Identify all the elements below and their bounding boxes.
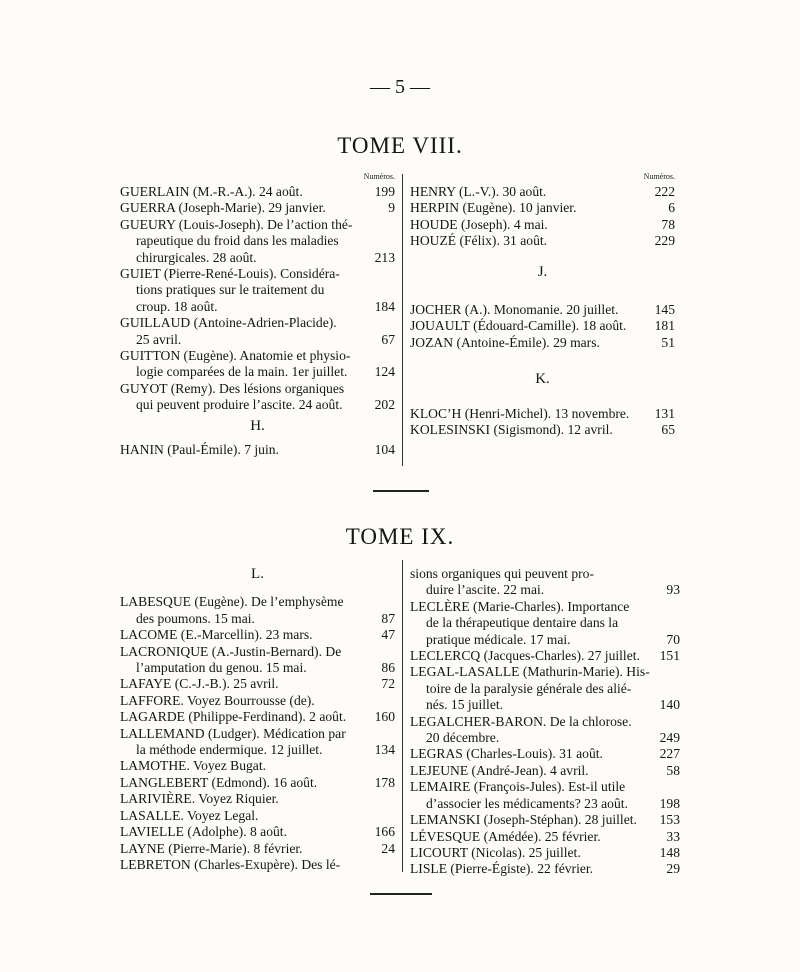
entry-text: rapeutique du froid dans les maladies (136, 233, 339, 249)
numeros-header: Numéros. (363, 172, 395, 181)
entry-number: 131 (654, 405, 675, 421)
column-divider (402, 560, 403, 872)
index-entry (410, 763, 680, 779)
section-rule (370, 893, 432, 895)
index-entry (120, 824, 395, 840)
entry-number: 24 (381, 840, 395, 856)
entry-text: GUYOT (Remy). Des lésions organiques (120, 380, 345, 396)
index-entry (120, 791, 395, 807)
entry-text: LANGLEBERT (Edmond). 16 août. (120, 774, 318, 790)
entry-number: 51 (661, 334, 675, 350)
index-entry (410, 845, 680, 861)
entry-text: d’associer les médicaments? 23 août. (426, 795, 628, 811)
index-entry (120, 266, 395, 315)
tome-9-title: TOME IX. (345, 524, 455, 549)
entry-text: LAFAYE (C.-J.-B.). 25 avril. (120, 676, 279, 692)
entry-number: 227 (659, 746, 680, 762)
index-entry (410, 200, 675, 216)
entry-number: 104 (374, 442, 395, 458)
section-rule (373, 490, 429, 492)
entry-text: LABESQUE (Eugène). De l’emphysème (120, 594, 344, 610)
entry-number (389, 857, 395, 873)
entry-number: 72 (381, 676, 395, 692)
entry-text: sions organiques qui peuvent pro- (410, 566, 594, 581)
index-entry (120, 775, 395, 791)
entry-text: HOUDE (Joseph). 4 mai. (410, 216, 548, 232)
index-entry (120, 644, 395, 677)
entry-text: HOUZÉ (Félix). 31 août. (410, 233, 548, 249)
entry-number: 148 (659, 844, 680, 860)
index-entry (120, 841, 395, 857)
tome-8-title: TOME VIII. (337, 133, 463, 158)
entry-text: LEGALCHER-BARON. De la chlorose. (410, 713, 632, 729)
tome-8-column-right (410, 172, 675, 438)
entry-list (120, 442, 395, 458)
entry-text: chirurgicales. 28 août. (136, 249, 257, 265)
column-divider (402, 174, 403, 466)
entry-text: LAVIELLE (Adolphe). 8 août. (120, 824, 287, 840)
entry-text: logie comparées de la main. 1er juillet. (136, 364, 348, 380)
entry-text: HANIN (Paul-Émile). 7 juin. (120, 442, 279, 458)
entry-text: LEBRETON (Charles-Exupère). Des lé- (120, 856, 341, 872)
entry-number: 213 (374, 249, 395, 265)
entry-text: JOZAN (Antoine-Émile). 29 mars. (410, 334, 600, 350)
index-entry (120, 381, 395, 414)
numeros-header: Numéros. (643, 172, 675, 181)
entry-text: GUERLAIN (M.-R.-A.). 24 août. (120, 184, 303, 199)
index-entry (410, 812, 680, 828)
index-entry (410, 746, 680, 762)
entry-text: qui peuvent produire l’ascite. 24 août. (136, 397, 343, 413)
entry-text: GUILLAUD (Antoine-Adrien-Placide). (120, 315, 337, 331)
entry-number: 70 (666, 631, 680, 647)
letter-heading-h: H. (250, 417, 265, 434)
index-entry (120, 627, 395, 643)
entry-number: 67 (381, 331, 395, 347)
entry-number: 86 (381, 660, 395, 676)
entry-text: GUEURY (Louis-Joseph). De l’action thé- (120, 216, 353, 232)
entry-text: LÉVESQUE (Amédée). 25 février. (410, 828, 601, 844)
index-entry (410, 664, 680, 713)
entry-text: des poumons. 15 mai. (136, 610, 255, 626)
entry-number: 134 (374, 742, 395, 758)
entry-number: 181 (654, 318, 675, 334)
entry-text: HENRY (L.-V.). 30 août. (410, 184, 547, 199)
index-entry (410, 422, 675, 438)
entry-text: la méthode endermique. 12 juillet. (136, 742, 323, 758)
entry-text: l’amputation du genou. 15 mai. (136, 660, 307, 676)
tome-9-column-left (120, 560, 395, 873)
entry-text: nés. 15 juillet. (426, 697, 504, 713)
entry-list (410, 406, 675, 439)
entry-text: LICOURT (Nicolas). 25 juillet. (410, 844, 581, 860)
index-entry (410, 406, 675, 422)
entry-number: 153 (659, 812, 680, 828)
index-entry (410, 566, 680, 599)
entry-text: LEGRAS (Charles-Louis). 31 août. (410, 746, 603, 762)
entry-number (389, 693, 395, 709)
entry-number: 78 (661, 216, 675, 232)
entry-number: 199 (374, 184, 395, 199)
entry-text: pratique médicale. 17 mai. (426, 631, 571, 647)
index-entry (410, 829, 680, 845)
entry-number: 151 (659, 648, 680, 664)
index-entry (410, 714, 680, 747)
entry-list (120, 184, 395, 414)
entry-text: LAFFORE. Voyez Bourrousse (de). (120, 692, 315, 708)
entry-text: LACRONIQUE (A.-Justin-Bernard). De (120, 643, 342, 659)
entry-text: LASALLE. Voyez Legal. (120, 807, 259, 823)
entry-text: JOCHER (A.). Monomanie. 20 juillet. (410, 302, 619, 318)
entry-number: 58 (666, 762, 680, 778)
index-entry (410, 861, 680, 877)
entry-number: 6 (668, 200, 675, 216)
entry-text: LEJEUNE (André-Jean). 4 avril. (410, 762, 589, 778)
index-entry (120, 184, 395, 200)
entry-number: 145 (654, 302, 675, 318)
index-entry (410, 184, 675, 200)
entry-number: 178 (374, 774, 395, 790)
entry-text: LECLÈRE (Marie-Charles). Importance (410, 598, 630, 614)
index-entry (410, 599, 680, 648)
entry-text: HERPIN (Eugène). 10 janvier. (410, 200, 577, 216)
entry-text: JOUAULT (Édouard-Camille). 18 août. (410, 318, 627, 334)
entry-text: LAGARDE (Philippe-Ferdinand). 2 août. (120, 709, 347, 725)
letter-heading-j: J. (537, 263, 548, 280)
index-entry (120, 808, 395, 824)
entry-text: duire l’ascite. 22 mai. (426, 582, 545, 598)
entry-number: 166 (374, 824, 395, 840)
entry-number: 87 (381, 610, 395, 626)
entry-number: 65 (661, 422, 675, 438)
entry-text: GUITTON (Eugène). Anatomie et physio- (120, 348, 351, 364)
entry-number: 93 (666, 582, 680, 598)
entry-text: KLOC’H (Henri-Michel). 13 novembre. (410, 405, 630, 421)
index-entry (120, 709, 395, 725)
entry-list (410, 566, 680, 878)
entry-number: 184 (374, 298, 395, 314)
entry-text: LISLE (Pierre-Égiste). 22 février. (410, 861, 594, 877)
entry-number (389, 791, 395, 807)
entry-number: 202 (374, 397, 395, 413)
page-number: — 5 — (370, 76, 430, 98)
entry-text: GUIET (Pierre-René-Louis). Considéra- (120, 266, 340, 282)
entry-number: 222 (654, 184, 675, 199)
entry-text: LAYNE (Pierre-Marie). 8 février. (120, 840, 303, 856)
entry-number: 9 (388, 200, 395, 216)
index-entry (410, 648, 680, 664)
entry-number (389, 808, 395, 824)
entry-text: tions pratiques sur le traitement du (136, 282, 325, 298)
letter-heading-k: K. (535, 371, 550, 388)
index-entry (120, 348, 395, 381)
entry-text: LECLERCQ (Jacques-Charles). 27 juillet. (410, 648, 640, 664)
tome-8-column-left (120, 172, 395, 459)
entry-list (410, 184, 675, 250)
entry-number: 198 (659, 795, 680, 811)
entry-text: LEGAL-LASALLE (Mathurin-Marie). His- (410, 664, 650, 680)
entry-text: toire de la paralysie générale des alié- (426, 680, 632, 696)
entry-number: 124 (374, 364, 395, 380)
index-entry (120, 857, 395, 873)
index-entry (410, 779, 680, 812)
entry-text: LACOME (E.-Marcellin). 23 mars. (120, 627, 313, 643)
tome-9-column-right (410, 566, 680, 878)
entry-text: 20 décembre. (426, 730, 500, 746)
entry-text: LAMOTHE. Voyez Bugat. (120, 758, 266, 774)
entry-number: 160 (374, 709, 395, 725)
entry-number: 229 (654, 233, 675, 249)
index-entry (410, 335, 675, 351)
entry-number: 140 (659, 697, 680, 713)
index-entry (410, 318, 675, 334)
entry-number: 47 (381, 627, 395, 643)
index-entry (120, 442, 395, 458)
entry-text: LARIVIÈRE. Voyez Riquier. (120, 791, 279, 807)
index-entry (120, 594, 395, 627)
index-entry (120, 693, 395, 709)
entry-text: LALLEMAND (Ludger). Médication par (120, 725, 346, 741)
entry-number: 249 (659, 730, 680, 746)
index-entry (120, 217, 395, 266)
entry-text: de la thérapeutique dentaire dans la (426, 615, 619, 631)
letter-heading-l: L. (251, 566, 264, 582)
entry-text: 25 avril. (136, 331, 182, 347)
entry-text: LEMANSKI (Joseph-Stéphan). 28 juillet. (410, 812, 637, 828)
entry-number (389, 758, 395, 774)
index-entry (120, 726, 395, 759)
index-entry (120, 315, 395, 348)
index-entry (120, 200, 395, 216)
entry-text: KOLESINSKI (Sigismond). 12 avril. (410, 422, 613, 438)
index-entry (120, 758, 395, 774)
index-entry (120, 676, 395, 692)
entry-text: GUERRA (Joseph-Marie). 29 janvier. (120, 200, 326, 216)
index-entry (410, 233, 675, 249)
entry-text: croup. 18 août. (136, 298, 218, 314)
entry-text: LEMAIRE (François-Jules). Est-il utile (410, 779, 626, 795)
entry-list (120, 594, 395, 873)
entry-list (410, 302, 675, 351)
index-entry (410, 217, 675, 233)
entry-number: 33 (666, 828, 680, 844)
entry-number: 29 (666, 861, 680, 877)
index-entry (410, 302, 675, 318)
